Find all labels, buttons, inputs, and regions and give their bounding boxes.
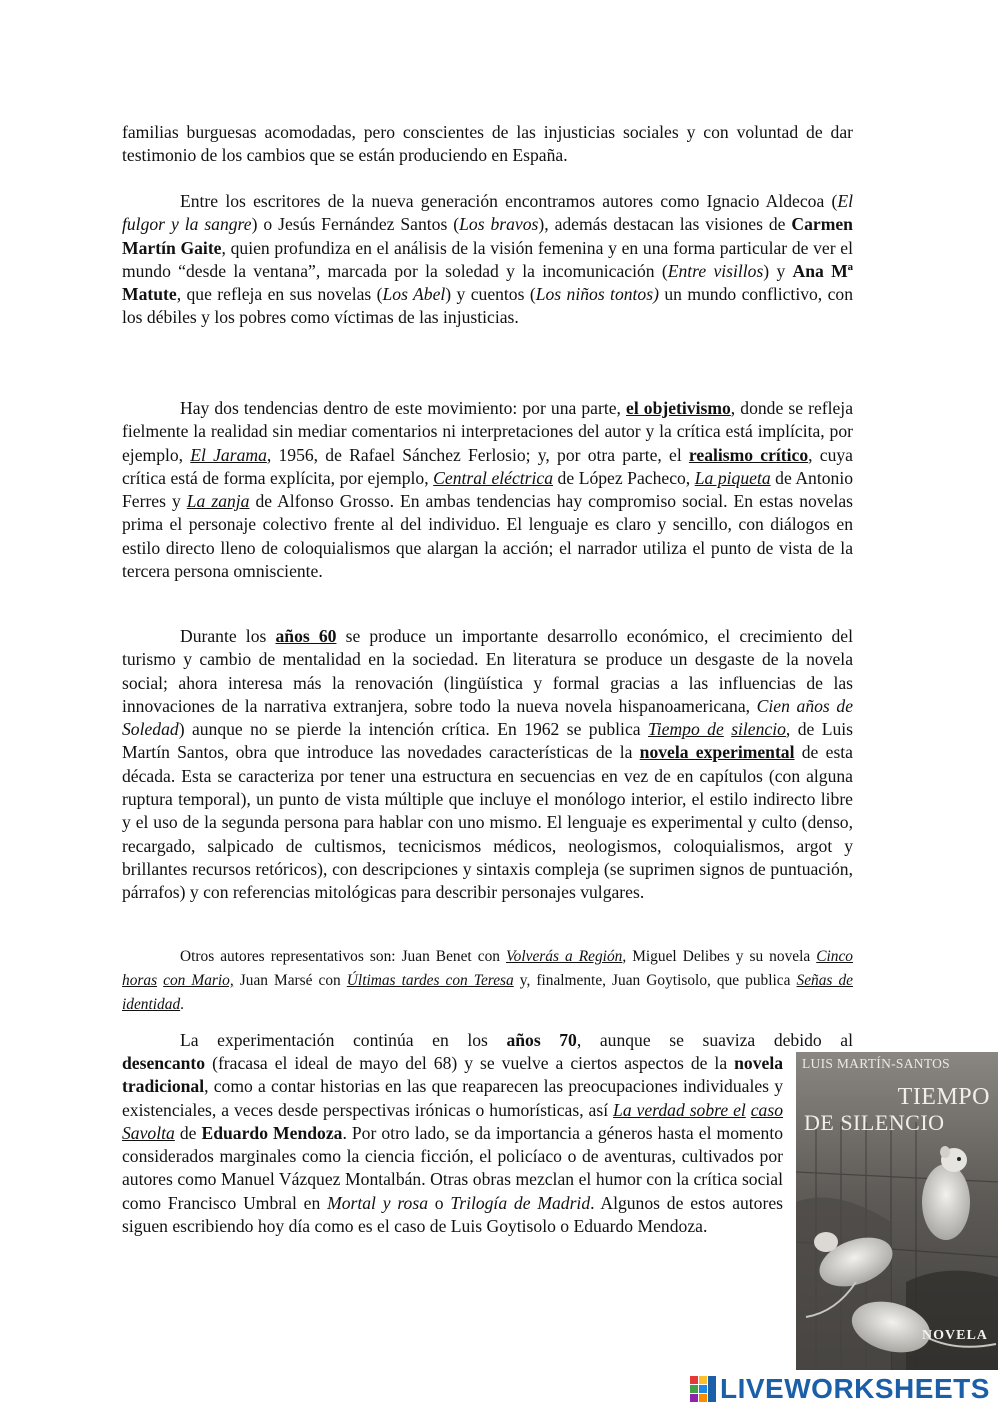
paragraph-intro-continuation: familias burguesas acomodadas, pero conscientes de las injusticias sociales y con voluntad de dar testimonio de los cambios que se están produciendo en España. <box>122 122 853 166</box>
paragraph-new-generation: Entre los escritores de la nueva generación encontramos autores como Ignacio Aldecoa (El fulgor y la sangre) o Jesús Fernández Santos (Los bravos), además destacan las visiones de Carmen Martín Gaite, quien profundiza en el análisis de la visión femenina y en una forma particular de ver el mundo “desde la ventana”, marcada por la soledad y la incomunicación (Entre visillos) y Ana Mª Matute, que refleja en sus novelas (Los Abel) y cuentos (Los niños tontos) un mundo conflictivo, con los débiles y los pobres como víctimas de las injusticias. <box>122 191 854 328</box>
paragraph-two-tendencies: Hay dos tendencias dentro de este movimiento: por una parte, el objetivismo, donde se refleja fielmente la realidad sin mediar comentarios ni interpretaciones del autor y la crítica está implícita, por ejemplo, El Jarama, 1956, de Rafael Sánchez Ferlosio; y, por otra parte, el realismo crítico, cuya crítica está de forma explícita, por ejemplo, Central eléctrica de López Pacheco, La piqueta de Antonio Ferres y La zanja de Alfonso Grosso. En ambas tendencias hay compromiso social. En estas novelas prima el personaje colectivo frente al del individuo. El lenguaje es claro y sencillo, con diálogos en estilo directo lleno de coloquialismos que alargan la acción; el narrador utiliza el punto de vista de la tercera persona omnisciente. <box>122 398 854 582</box>
paragraph-seventies: desencanto (fracasa el ideal de mayo del 68) y se vuelve a ciertos aspectos de la novela tradicional, como a contar historias en las que reaparecen las preocupaciones individuales y existenciales, a veces desde perspectivas irónicas o humorísticas, así La verdad sobre el caso Savolta de Eduardo Mendoza. Por otro lado, se da importancia a géneros hasta el momento considerados marginales como la ciencia ficción, el policíaco o de aventuras, cultivados por autores como Manuel Vázquez Montalbán. Otras obras mezclan el humor con la crítica social como Francisco Umbral en Mortal y rosa o Trilogía de Madrid. Algunos de estos autores siguen escribiendo hoy día como es el caso de Luis Goytisolo o Eduardo Mendoza. <box>122 1053 783 1237</box>
cover-author: LUIS MARTÍN-SANTOS <box>802 1056 950 1071</box>
cover-label: NOVELA <box>922 1328 988 1343</box>
book-cover-image <box>796 1052 998 1370</box>
paragraph-seventies-line1: La experimentación continúa en los años 70, aunque se suaviza debido al <box>180 1030 853 1050</box>
cover-title-line1: TIEMPO <box>897 1084 990 1110</box>
liveworksheets-logo-icon <box>690 1376 716 1402</box>
liveworksheets-logo-text: LIVEWORKSHEETS <box>720 1373 990 1404</box>
paragraph-sixties: Durante los años 60 se produce un importante desarrollo económico, el crecimiento del turismo y cambio de mentalidad en la sociedad. En literatura se produce un desgaste de la novela social; ahora interesa más la renovación (lingüística y formal gracias a las influencias de las innovaciones de la narrativa extranjera, sobre todo la nueva novela hispanoamericana, Cien años de Soledad) aunque no se pierde la intención crítica. En 1962 se publica Tiempo de silencio, de Luis Martín Santos, obra que introduce las novedades características de la novela experimental de esta década. Esta se caracteriza por tener una estructura en secuencias en vez de en capítulos (con alguna ruptura temporal), un punto de vista múltiple que incluye el monólogo interior, el estilo indirecto libre y el uso de la segunda persona para hablar con uno mismo. El lenguaje es experimental y culto (denso, recargado, salpicado de cultismos, tecnicismos médicos, neologismos, coloquialismos, argot y brillantes recursos retóricos), con descripciones y sintaxis compleja (se suprimen signos de puntuación, párrafos) y con referencias mitológicas para describir personajes vulgares. <box>122 626 854 903</box>
cover-title-line2: DE SILENCIO <box>804 1110 945 1135</box>
mouse-standing-shape <box>922 1164 970 1240</box>
liveworksheets-logo <box>690 1373 990 1405</box>
paragraph-other-authors: Otros autores representativos son: Juan Benet con Volverás a Región, Miguel Delibes y su novela Cinco horas con Mario, Juan Marsé con Últimas tardes con Teresa y, finalmente, Juan Goytisolo, que publica Señas de identidad. <box>122 948 853 1013</box>
